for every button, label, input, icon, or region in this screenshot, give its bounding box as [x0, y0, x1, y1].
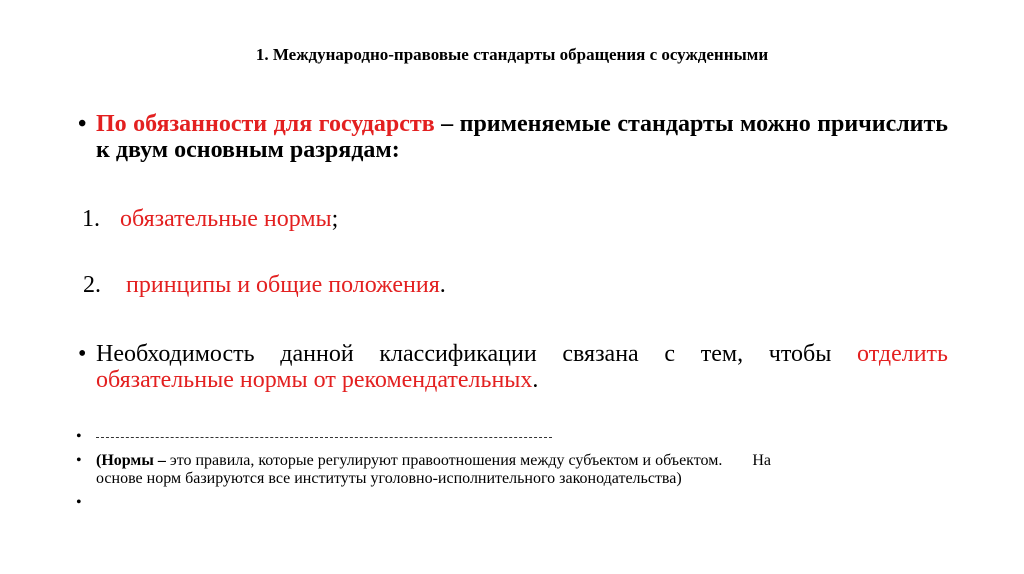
slide-title: 1. Международно-правовые стандарты обращения с осужденными — [255, 45, 769, 64]
bullet-dot: • — [76, 494, 82, 511]
list-item-suffix: ; — [331, 206, 339, 232]
bullet-duties-text: – применяемые стандарты можно причислить к двум основным разрядам: — [96, 111, 948, 163]
bullet-classification-text: Необходимость данной классификации связана с тем, чтобы — [96, 341, 858, 367]
note-line1-tail: На — [752, 452, 771, 469]
list-item-text: обязательные нормы — [120, 206, 332, 232]
list-item-text: принципы и общие положения — [126, 272, 440, 298]
empty-bullet — [76, 494, 956, 512]
bullet-duties — [78, 111, 948, 163]
bullet-dot: • — [76, 452, 82, 469]
list-item-number: 1. — [82, 206, 100, 232]
dashed-separator — [96, 437, 552, 438]
list-item-suffix: . — [439, 272, 446, 298]
list-item-mandatory-norms — [82, 206, 338, 232]
note-line2: основе норм базируются все институты уголовно-исполнительного законодательства) — [96, 470, 682, 487]
bullet-dot: • — [76, 428, 82, 445]
note-bullet — [76, 452, 956, 488]
bullet-dot: • — [78, 111, 87, 137]
bullet-classification-highlight: отделить обязательные нормы от рекомендательных — [96, 341, 948, 393]
list-item-number: 2. — [83, 272, 101, 298]
bullet-classification — [78, 341, 948, 393]
bullet-dot: • — [78, 341, 87, 367]
note-bold: (Нормы – — [96, 452, 166, 469]
note-line1: это правила, которые регулируют правоотношения между субъектом и объектом. — [165, 452, 723, 469]
list-item-principles — [83, 272, 446, 298]
bullet-duties-highlight: По обязанности для государств — [96, 111, 435, 137]
bullet-classification-suffix: . — [532, 367, 539, 393]
